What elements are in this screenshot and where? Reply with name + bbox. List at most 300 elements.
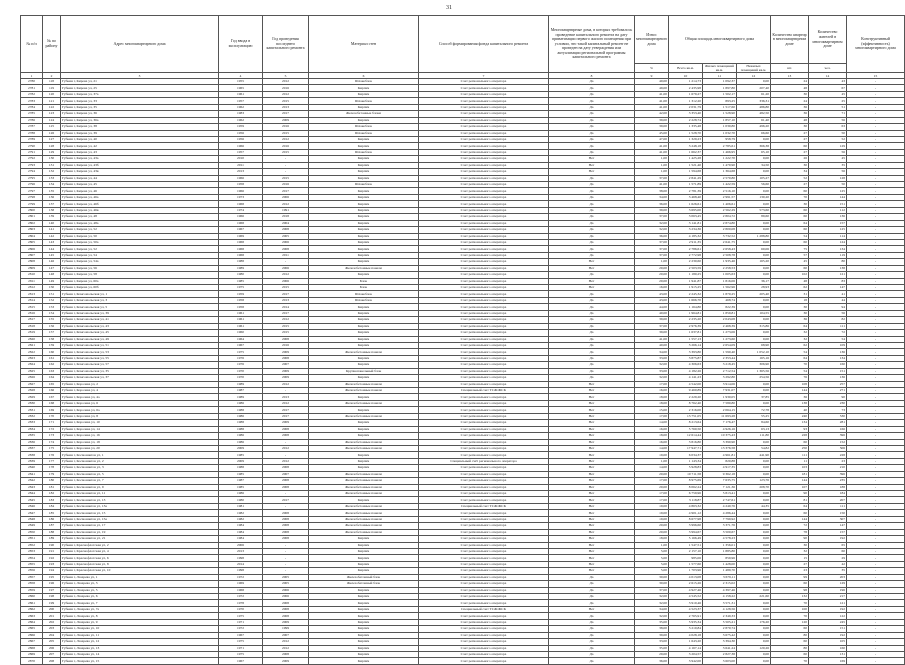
cell-area-living: 1 489,70 — [703, 568, 737, 574]
cell-row-number: 2814 — [21, 297, 43, 303]
cell-repair-required: Нет — [549, 445, 635, 451]
cell-year-built: 1987 — [219, 388, 263, 394]
cell-fund-method: Счет регионального оператора — [419, 330, 549, 336]
cell-year-built: 1985 — [219, 484, 263, 490]
cell-apartments: 70 — [771, 194, 809, 200]
cell-area-nonliving: 0,00 — [737, 227, 771, 233]
cell-area-nonliving: 36,17 — [737, 278, 771, 284]
cell-wall-material: Кирпич — [309, 330, 419, 336]
cell-district-number: 187 — [43, 523, 61, 529]
cell-wear: 20,00 — [635, 265, 669, 271]
cell-area-nonliving: 441,90 — [737, 452, 771, 458]
cell-residents: 506 — [809, 445, 847, 451]
cell-row-number: 2835 — [21, 433, 43, 439]
cell-wall-material: Кирпич — [309, 188, 419, 194]
cell-fund-method: Счет регионального оператора — [419, 362, 549, 368]
cell-repair-required: Да — [549, 600, 635, 606]
cell-area-total: 3 816,80 — [669, 439, 703, 445]
cell-area-nonliving: 34,50 — [737, 162, 771, 168]
cell-apartments: 24 — [771, 79, 809, 85]
cell-residents: 54 — [809, 336, 847, 342]
cell-wall-material: Кирпич — [309, 194, 419, 200]
cell-area-living: 5 505,21 — [703, 619, 737, 625]
cell-district-number: 168 — [43, 400, 61, 406]
cell-address: Губкин г, Кирова ул, 42 — [61, 143, 219, 149]
cell-area-total: 1 703,96 — [669, 568, 703, 574]
cell-row-number: 2790 — [21, 143, 43, 149]
cell-area-living: 3 218,45 — [703, 362, 737, 368]
cell-apartments: 30 — [771, 310, 809, 316]
cell-wall-material: Кирпич — [309, 323, 419, 329]
cell-residents: 52 — [809, 136, 847, 142]
cell-wall-material: Кирпич — [309, 594, 419, 600]
cell-address: Губкин г, Кирова ул, 36 — [61, 111, 219, 117]
cell-efficiency: - — [847, 574, 905, 580]
cell-row-number: 2802 — [21, 220, 43, 226]
cell-wear: 41,00 — [635, 91, 669, 97]
cell-row-number: 2847 — [21, 510, 43, 516]
cell-wall-material: Кирпич — [309, 143, 419, 149]
cell-residents: 235 — [809, 478, 847, 484]
cell-wall-material: Кирпич — [309, 136, 419, 142]
cell-district-number: 175 — [43, 445, 61, 451]
cell-year-built: 1980 — [219, 497, 263, 503]
cell-repair-required: Да — [549, 111, 635, 117]
cell-area-nonliving: 0,00 — [737, 555, 771, 561]
cell-apartments: 75 — [771, 246, 809, 252]
cell-wall-material: Железобетонные панели — [309, 516, 419, 522]
cell-efficiency: - — [847, 381, 905, 387]
cell-district-number: 128 — [43, 143, 61, 149]
cell-year-built: 1968 — [219, 252, 263, 258]
cell-wear: 39,00 — [635, 117, 669, 123]
cell-fund-method: Счет регионального оператора — [419, 632, 549, 638]
cell-wall-material: Железобетонные панели — [309, 381, 419, 387]
cell-repair-required: Да — [549, 619, 635, 625]
cell-wall-material: Кирпич — [309, 233, 419, 239]
cell-year-built: 1975 — [219, 613, 263, 619]
cell-year-built: 1986 — [219, 400, 263, 406]
cell-repair-required: Да — [549, 362, 635, 368]
cell-repair-required: Да — [549, 214, 635, 220]
cell-wall-material: Кирпич — [309, 201, 419, 207]
cell-year-built: 1968 — [219, 587, 263, 593]
cell-year-built: 1985 — [219, 471, 263, 477]
cell-repair-required: Нет — [549, 394, 635, 400]
cell-apartments: 60 — [771, 265, 809, 271]
cell-row-number: 2833 — [21, 420, 43, 426]
unit-area-nonliving: кв.м. — [758, 68, 767, 72]
cell-area-living: 7 176,47 — [703, 420, 737, 426]
unit-area-living: кв.м. — [715, 68, 724, 72]
cell-apartments: 132 — [771, 594, 809, 600]
cell-wall-material: Кирпич — [309, 220, 419, 226]
cell-residents: 56 — [809, 310, 847, 316]
cell-area-total: 1 547,51 — [669, 542, 703, 548]
cell-wear: 14,00 — [635, 465, 669, 471]
cell-wall-material: Кирпич — [309, 91, 419, 97]
cell-area-living: 4 578,23 — [703, 536, 737, 542]
cell-wear: 37,00 — [635, 239, 669, 245]
cell-row-number: 2817 — [21, 317, 43, 323]
cell-address: Губкин г, Кирова ул, 46в — [61, 207, 219, 213]
header-efficiency: Конструктивный (эффективность) многоквартирного дома — [847, 16, 905, 73]
cell-fund-method: Счет регионального оператора — [419, 510, 549, 516]
cell-area-living: 2 804,72 — [703, 214, 737, 220]
cell-district-number: 208 — [43, 658, 61, 664]
cell-repair-required: Да — [549, 297, 635, 303]
cell-efficiency: - — [847, 497, 905, 503]
cell-apartments: 60 — [771, 188, 809, 194]
cell-last-repair-year: 2016 — [263, 85, 309, 91]
cell-district-number: 148 — [43, 272, 61, 278]
cell-area-total: 2 765,91 — [669, 613, 703, 619]
cell-repair-required: Нет — [549, 458, 635, 464]
cell-wear: 37,00 — [635, 252, 669, 258]
cell-wall-material: Крупнопанельный блок — [309, 368, 419, 374]
cell-last-repair-year: - — [263, 503, 309, 509]
cell-year-built: 1971 — [219, 619, 263, 625]
cell-area-living: 1 590,40 — [703, 349, 737, 355]
cell-area-nonliving: 66,60 — [737, 130, 771, 136]
cell-wall-material: Железобетонные панели — [309, 503, 419, 509]
cell-repair-required: Нет — [549, 407, 635, 413]
cell-fund-method: Счет регионального оператора — [419, 169, 549, 175]
cell-address: Губкин г, Королева ул, 4 — [61, 388, 219, 394]
cell-repair-required: Да — [549, 233, 635, 239]
cell-apartments: 23 — [771, 568, 809, 574]
cell-wear: 1,00 — [635, 162, 669, 168]
cell-wear: 39,00 — [635, 207, 669, 213]
cell-last-repair-year: 2017 — [263, 413, 309, 419]
cell-wear: 16,00 — [635, 439, 669, 445]
cell-area-total: 8 762,40 — [669, 400, 703, 406]
cell-repair-required: Нет — [549, 497, 635, 503]
cell-wall-material: Кирпич — [309, 239, 419, 245]
cell-district-number: 149 — [43, 278, 61, 284]
cell-area-living: 7 931,07 — [703, 388, 737, 394]
cell-apartments: 144 — [771, 516, 809, 522]
cell-fund-method: Счет регионального оператора — [419, 497, 549, 503]
cell-district-number: 165 — [43, 381, 61, 387]
cell-fund-method: Счет регионального оператора — [419, 523, 549, 529]
cell-last-repair-year: 2015 — [263, 130, 309, 136]
cell-residents: 25 — [809, 98, 847, 104]
cell-apartments: 90 — [771, 491, 809, 497]
cell-repair-required: Да — [549, 342, 635, 348]
cell-efficiency: - — [847, 304, 905, 310]
cell-area-living: 1 222,70 — [703, 156, 737, 162]
cell-area-living: 3 390,90 — [703, 439, 737, 445]
cell-area-total: 2 976,39 — [669, 323, 703, 329]
cell-residents: 41 — [809, 291, 847, 297]
cell-district-number: 136 — [43, 194, 61, 200]
cell-row-number: 2804 — [21, 233, 43, 239]
cell-apartments: 60 — [771, 510, 809, 516]
cell-fund-method: Счет регионального оператора — [419, 246, 549, 252]
cell-area-living: 1 364,68 — [703, 169, 737, 175]
cell-address: Губкин г, Кирова ул, 43в — [61, 169, 219, 175]
cell-area-living: 468,74 — [703, 297, 737, 303]
cell-last-repair-year: 2012 — [263, 458, 309, 464]
cell-apartments: 15 — [771, 555, 809, 561]
cell-area-total: 2 786,61 — [669, 246, 703, 252]
cell-wall-material: Кирпич — [309, 542, 419, 548]
cell-last-repair-year: 2005 — [263, 581, 309, 587]
cell-residents: 128 — [809, 175, 847, 181]
cell-residents: 50 — [809, 130, 847, 136]
header-district-number: № по району — [43, 16, 61, 73]
cell-district-number: 180 — [43, 478, 61, 484]
cell-row-number: 2825 — [21, 368, 43, 374]
cell-residents: 129 — [809, 581, 847, 587]
cell-last-repair-year: 2015 — [263, 330, 309, 336]
cell-repair-required: Да — [549, 330, 635, 336]
cell-year-built: 1973 — [219, 194, 263, 200]
cell-area-nonliving: 120,26 — [737, 645, 771, 651]
cell-address: Губкин г, Кирова ул, 54а — [61, 259, 219, 265]
cell-repair-required: Нет — [549, 478, 635, 484]
cell-year-built: 1968 — [219, 239, 263, 245]
cell-residents: 71 — [809, 111, 847, 117]
cell-area-nonliving: 0,00 — [737, 639, 771, 645]
cell-district-number: 206 — [43, 645, 61, 651]
cell-apartments: 78 — [771, 529, 809, 535]
header-fund-method: Способ формирования фонда капитального ремонта — [419, 16, 549, 73]
cell-wall-material: Кирпич — [309, 433, 419, 439]
cell-apartments: 120 — [771, 619, 809, 625]
cell-area-total: 1 941,87 — [669, 278, 703, 284]
cell-row-number: 2808 — [21, 259, 43, 265]
cell-last-repair-year: - — [263, 568, 309, 574]
cell-area-total: 6 034,37 — [669, 452, 703, 458]
cell-district-number: 133 — [43, 175, 61, 181]
cell-area-living: 7 580,80 — [703, 400, 737, 406]
cell-apartments: 27 — [771, 149, 809, 155]
cell-efficiency: - — [847, 651, 905, 657]
cell-wear: 40,00 — [635, 79, 669, 85]
cell-district-number: 196 — [43, 581, 61, 587]
cell-area-living: 1 502,17 — [703, 91, 737, 97]
cell-last-repair-year: 2006 — [263, 194, 309, 200]
cell-wear: 32,00 — [635, 362, 669, 368]
cell-address: Губкин г, Кирова ул, 35 — [61, 104, 219, 110]
cell-wear: 32,00 — [635, 613, 669, 619]
cell-repair-required: Да — [549, 632, 635, 638]
cell-efficiency: - — [847, 561, 905, 567]
cell-year-built: 1972 — [219, 574, 263, 580]
cell-repair-required: Нет — [549, 156, 635, 162]
cell-district-number: 141 — [43, 227, 61, 233]
cell-apartments: 107 — [771, 484, 809, 490]
cell-fund-method: Счет регионального оператора — [419, 581, 549, 587]
cell-area-living: 1 005,63 — [703, 272, 737, 278]
cell-area-living: 7 799,92 — [703, 516, 737, 522]
cell-year-built: 1984 — [219, 529, 263, 535]
cell-district-number: 157 — [43, 330, 61, 336]
cell-last-repair-year: 2008 — [263, 433, 309, 439]
cell-wall-material: Кирпич — [309, 407, 419, 413]
cell-area-total: 4 863,32 — [669, 503, 703, 509]
cell-year-built: 1986 — [219, 433, 263, 439]
cell-repair-required: Нет — [549, 542, 635, 548]
cell-wear: 19,00 — [635, 510, 669, 516]
cell-wall-material: Шлакоблок — [309, 79, 419, 85]
cell-apartments: 30 — [771, 91, 809, 97]
cell-district-number: 119 — [43, 85, 61, 91]
cell-fund-method: Счет регионального оператора — [419, 162, 549, 168]
cell-repair-required: Да — [549, 349, 635, 355]
cell-area-total: 2 435,98 — [669, 85, 703, 91]
cell-residents: 134 — [809, 246, 847, 252]
cell-row-number: 2795 — [21, 175, 43, 181]
cell-residents: 192 — [809, 632, 847, 638]
cell-area-nonliving: 0,00 — [737, 516, 771, 522]
cell-apartments: 24 — [771, 98, 809, 104]
cell-address: Губкин г, Лазарева ул, 10 — [61, 626, 219, 632]
cell-area-living: 2 827,38 — [703, 651, 737, 657]
cell-wear: 5,00 — [635, 561, 669, 567]
cell-district-number: 132 — [43, 169, 61, 175]
cell-address: Губкин г, Комсомольская ул, 1 — [61, 291, 219, 297]
cell-year-built: 1986 — [219, 491, 263, 497]
cell-efficiency: - — [847, 349, 905, 355]
cell-last-repair-year: 2009 — [263, 658, 309, 664]
cell-fund-method: Счет регионального оператора — [419, 478, 549, 484]
cell-efficiency: - — [847, 162, 905, 168]
cell-apartments: 108 — [771, 381, 809, 387]
cell-address: Губкин г, Кирова ул, 56 — [61, 265, 219, 271]
cell-fund-method: Счет регионального оператора — [419, 491, 549, 497]
cell-wear: 38,00 — [635, 188, 669, 194]
cell-area-nonliving: 0,00 — [737, 587, 771, 593]
cell-area-living: 1 092,37 — [703, 79, 737, 85]
cell-address: Губкин г, Космонавтов ул, 2 — [61, 458, 219, 464]
cell-fund-method: Счет регионального оператора — [419, 426, 549, 432]
cell-area-living: 1 897,80 — [703, 85, 737, 91]
cell-address: Губкин г, Кирова ул, 52 — [61, 246, 219, 252]
cell-last-repair-year: 1999 — [263, 626, 309, 632]
cell-residents: 151 — [809, 626, 847, 632]
cell-repair-required: Да — [549, 91, 635, 97]
cell-repair-required: Да — [549, 175, 635, 181]
cell-apartments: 30 — [771, 162, 809, 168]
cell-wear: 1,00 — [635, 542, 669, 548]
cell-area-nonliving: 89,60 — [737, 214, 771, 220]
cell-fund-method: Счет регионального оператора — [419, 285, 549, 291]
cell-area-living: 4 917,35 — [703, 465, 737, 471]
cell-district-number: 139 — [43, 214, 61, 220]
cell-efficiency: - — [847, 143, 905, 149]
cell-district-number: 131 — [43, 162, 61, 168]
cell-apartments: 134 — [771, 420, 809, 426]
cell-wall-material: Кирпич — [309, 375, 419, 381]
cell-district-number: 134 — [43, 182, 61, 188]
cell-wear: 18,00 — [635, 394, 669, 400]
cell-area-living: 2 508,78 — [703, 252, 737, 258]
cell-wall-material: Кирпич — [309, 658, 419, 664]
cell-row-number: 2816 — [21, 310, 43, 316]
cell-wall-material: Блок — [309, 278, 419, 284]
cell-district-number: 162 — [43, 362, 61, 368]
cell-fund-method: Счет регионального оператора — [419, 117, 549, 123]
cell-wear: 41,00 — [635, 98, 669, 104]
cell-district-number: 173 — [43, 433, 61, 439]
cell-row-number: 2842 — [21, 478, 43, 484]
cell-row-number: 2780 — [21, 79, 43, 85]
cell-address: Губкин г, Космонавтов ул, 7 — [61, 478, 219, 484]
cell-wear: 1,00 — [635, 169, 669, 175]
cell-area-nonliving: 366,38 — [737, 143, 771, 149]
cell-area-living: 2 516,10 — [703, 188, 737, 194]
cell-apartments: 99 — [771, 574, 809, 580]
cell-apartments: 48 — [771, 278, 809, 284]
cell-row-number: 2791 — [21, 149, 43, 155]
cell-year-built: 1966 — [219, 175, 263, 181]
cell-efficiency: - — [847, 368, 905, 374]
cell-area-total: 4 013,08 — [669, 574, 703, 580]
cell-area-nonliving: 111,80 — [737, 433, 771, 439]
cell-row-number: 2787 — [21, 124, 43, 130]
cell-row-number: 2786 — [21, 117, 43, 123]
cell-residents: 35 — [809, 162, 847, 168]
cell-area-living: 4 240,76 — [703, 503, 737, 509]
cell-fund-method: Счет регионального оператора — [419, 555, 549, 561]
cell-year-built: 1984 — [219, 536, 263, 542]
cell-efficiency: - — [847, 149, 905, 155]
cell-last-repair-year: 2007 — [263, 632, 309, 638]
cell-wear: 20,00 — [635, 278, 669, 284]
cell-district-number: 174 — [43, 439, 61, 445]
cell-wall-material: Железобетонные панели — [309, 400, 419, 406]
cell-address: Губкин г, Лазарева ул, 11 — [61, 632, 219, 638]
cell-area-living: 2 349,33 — [703, 613, 737, 619]
cell-area-total: 4 306,63 — [669, 362, 703, 368]
cell-area-total: 9 460,89 — [669, 388, 703, 394]
cell-wall-material: Железобетонные панели — [309, 413, 419, 419]
cell-efficiency: - — [847, 445, 905, 451]
cell-repair-required: Да — [549, 220, 635, 226]
cell-address: Губкин г, Кирова ул, 50а — [61, 239, 219, 245]
cell-apartments: 48 — [771, 117, 809, 123]
cell-apartments: 228 — [771, 433, 809, 439]
cell-district-number: 130 — [43, 156, 61, 162]
cell-fund-method: Счет регионального оператора — [419, 317, 549, 323]
cell-residents: 150 — [809, 510, 847, 516]
cell-residents: 160 — [809, 645, 847, 651]
cell-repair-required: Нет — [549, 523, 635, 529]
cell-last-repair-year: 2008 — [263, 510, 309, 516]
cell-apartments: 76 — [771, 375, 809, 381]
cell-apartments: 30 — [771, 201, 809, 207]
cell-efficiency: - — [847, 400, 905, 406]
cell-fund-method: Счет регионального оператора — [419, 465, 549, 471]
cell-fund-method: Счет регионального оператора — [419, 381, 549, 387]
cell-district-number: 172 — [43, 426, 61, 432]
cell-district-number: 195 — [43, 574, 61, 580]
cell-area-nonliving: 0,00 — [737, 381, 771, 387]
cell-area-nonliving: 0,00 — [737, 548, 771, 554]
cell-row-number: 2867 — [21, 639, 43, 645]
cell-address: Губкин г, Лазарева ул, 6 — [61, 594, 219, 600]
cell-repair-required: Нет — [549, 169, 635, 175]
cell-efficiency: - — [847, 252, 905, 258]
cell-address: Губкин г, Комсомольская ул, 55 — [61, 355, 219, 361]
cell-area-total: 3 942,00 — [669, 658, 703, 664]
cell-last-repair-year: - — [263, 156, 309, 162]
cell-repair-required: Нет — [549, 536, 635, 542]
cell-residents: 151 — [809, 201, 847, 207]
